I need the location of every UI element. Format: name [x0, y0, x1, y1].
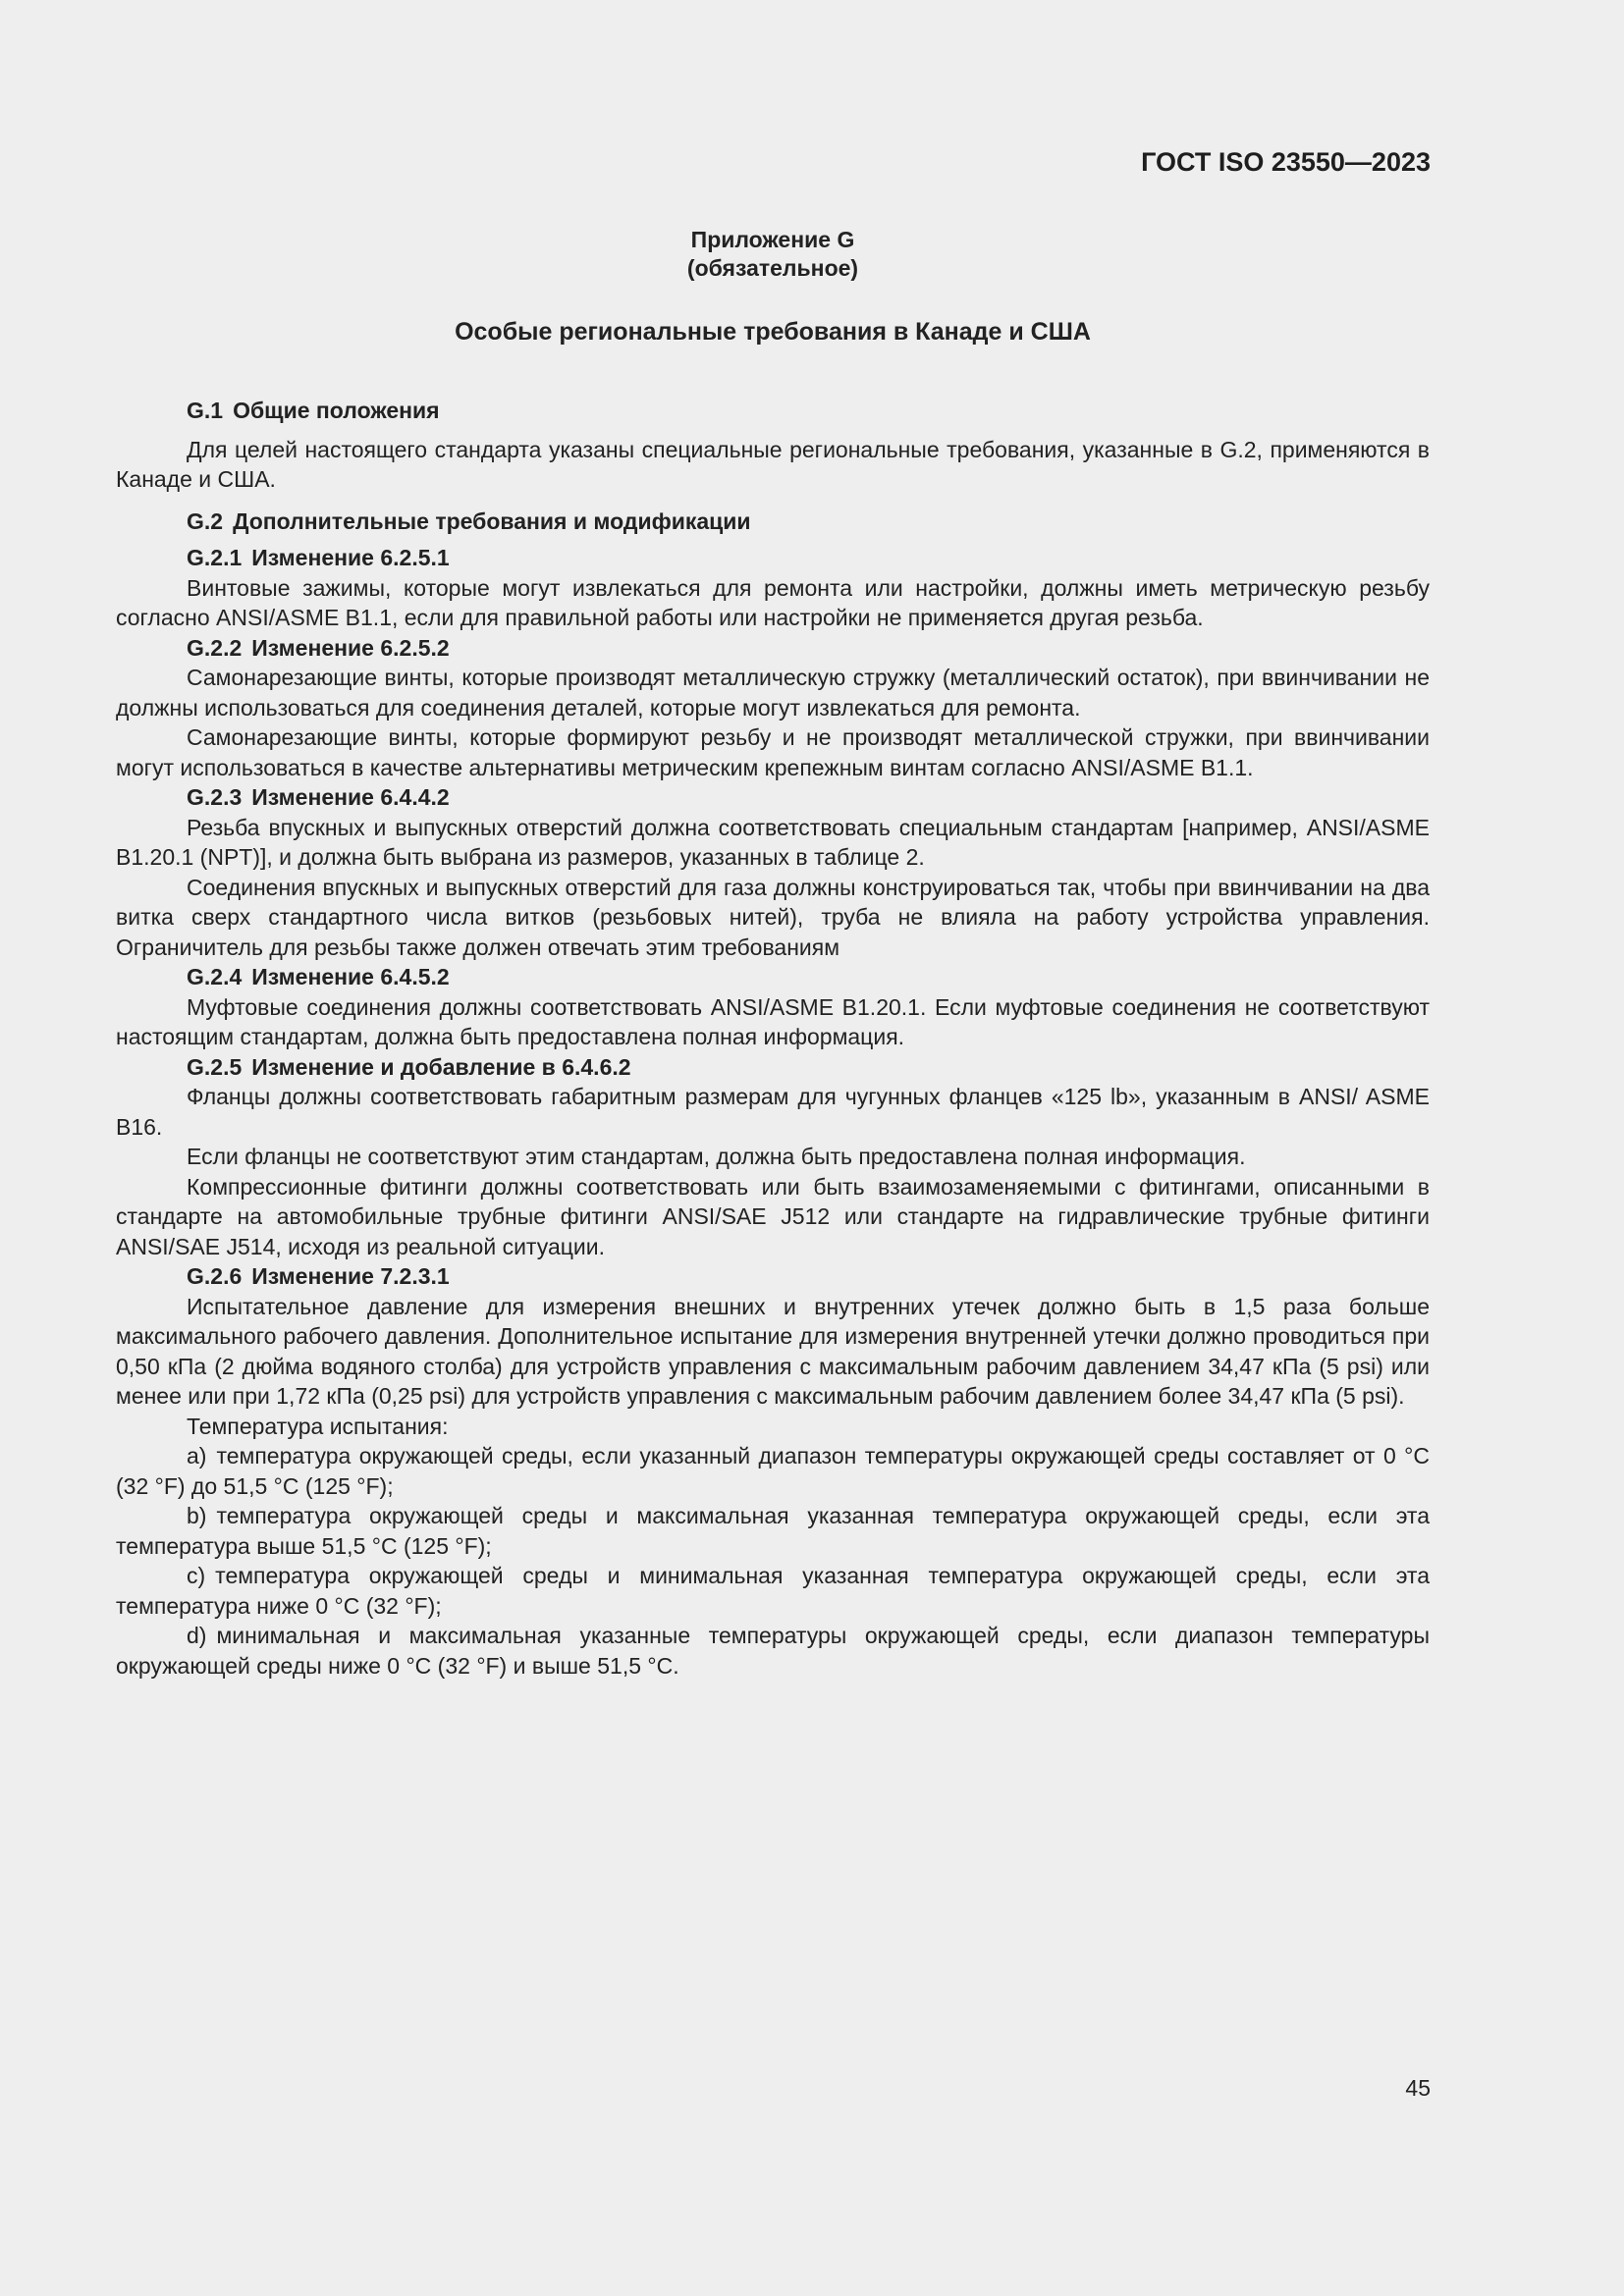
section-heading-g2: G.2 Дополнительные требования и модификации — [187, 507, 751, 534]
paragraph: Температура испытания: — [187, 1413, 449, 1439]
paragraph: Фланцы должны соответствовать габаритным размерам для чугунных фланцев «125 lb», указанным в ANSI/ ASME B16. — [116, 1084, 1430, 1140]
paragraph: Испытательное давление для измерения внешних и внутренних утечек должно быть в 1,5 раза больше максимального рабочего давления. Дополнительное испытание для измерения внутренней утечки должно проводиться при 0,50 кПа (2 дюйма водяного столба) для устройств управления с максимальным рабочим давлением 34,47 кПа (5 psi) или менее или при 1,72 кПа (0,25 psi) для устройств управления с максимальным рабочим давлением более 34,47 кПа (5 psi). — [116, 1293, 1430, 1409]
annex-label: Приложение G — [690, 227, 855, 252]
list-item-b: b) температура окружающей среды и максимальная указанная температура окружающей среды, если эта температура выше 51,5 °C (125 °F); — [116, 1503, 1430, 1559]
paragraph: Для целей настоящего стандарта указаны специальные региональные требования, указанные в G.2, применяются в Канаде и США. — [116, 436, 1430, 492]
subsection-heading-g26: G.2.6 Изменение 7.2.3.1 — [187, 1263, 450, 1289]
subsection-heading-g22: G.2.2 Изменение 6.2.5.2 — [187, 634, 450, 661]
subsection-heading-g25: G.2.5 Изменение и добавление в 6.4.6.2 — [187, 1053, 631, 1080]
section-heading-g1: G.1 Общие положения — [187, 398, 440, 423]
subsection-heading-g24: G.2.4 Изменение 6.4.5.2 — [187, 964, 450, 989]
paragraph: Винтовые зажимы, которые могут извлекаться для ремонта или настройки, должны иметь метрическую резьбу согласно ANSI/ASME B1.1, если для правильной работы или настройки не применяется другая резьба. — [116, 574, 1430, 630]
document-body — [116, 396, 1430, 1681]
paragraph: Самонарезающие винты, которые производят металлическую стружку (металлический остаток), при ввинчивании не должны использоваться для соединения деталей, которые могут извлекаться для ремонта. — [116, 665, 1430, 721]
list-item-d: d) минимальная и максимальная указанные температуры окружающей среды, если диапазон температуры окружающей среды ниже 0 °C (32 °F) и выше 51,5 °C. — [116, 1623, 1430, 1679]
paragraph: Соединения впускных и выпускных отверстий для газа должны конструироваться так, чтобы при ввинчивании на два витка сверх стандартного числа витков (резьбовых нитей), труба не влияла на работу устройства управления. Ограничитель для резьбы также должен отвечать этим требованиям — [116, 874, 1430, 960]
subsection-heading-g23: G.2.3 Изменение 6.4.4.2 — [187, 784, 450, 810]
page-number: 45 — [1405, 2075, 1431, 2101]
annex-title: Особые региональные требования в Канаде и США — [455, 318, 1091, 346]
list-item-c: c) температура окружающей среды и минимальная указанная температура окружающей среды, если эта температура ниже 0 °C (32 °F); — [116, 1563, 1430, 1619]
paragraph: Резьба впускных и выпускных отверстий должна соответствовать специальным стандартам [например, ANSI/ASME B1.20.1 (NPT)], и должна быть выбрана из размеров, указанных в таблице 2. — [116, 814, 1430, 870]
paragraph: Муфтовые соединения должны соответствовать ANSI/ASME B1.20.1. Если муфтовые соединения не соответствуют настоящим стандартам, должна быть предоставлена полная информация. — [116, 993, 1430, 1049]
document-code: ГОСТ ISO 23550—2023 — [1141, 147, 1431, 177]
paragraph: Самонарезающие винты, которые формируют резьбу и не производят металлической стружки, при ввинчивании могут использоваться в качестве альтернативы метрическим крепежным винтам согласно ANSI/ASME B1.1. — [116, 724, 1430, 780]
paragraph: Компрессионные фитинги должны соответствовать или быть взаимозаменяемыми с фитингами, описанными в стандарте на автомобильные трубные фитинги ANSI/SAE J512 или стандарте на гидравлические трубные фитинги ANSI/SAE J514, исходя из реальной ситуации. — [116, 1173, 1430, 1259]
annex-status: (обязательное) — [686, 255, 859, 281]
subsection-heading-g21: G.2.1 Изменение 6.2.5.1 — [187, 545, 450, 570]
annex-heading — [0, 226, 1545, 283]
list-item-a: a) температура окружающей среды, если указанный диапазон температуры окружающей среды составляет от 0 °C (32 °F) до 51,5 °C (125 °F); — [116, 1443, 1430, 1499]
paragraph: Если фланцы не соответствуют этим стандартам, должна быть предоставлена полная информация. — [187, 1144, 1246, 1169]
